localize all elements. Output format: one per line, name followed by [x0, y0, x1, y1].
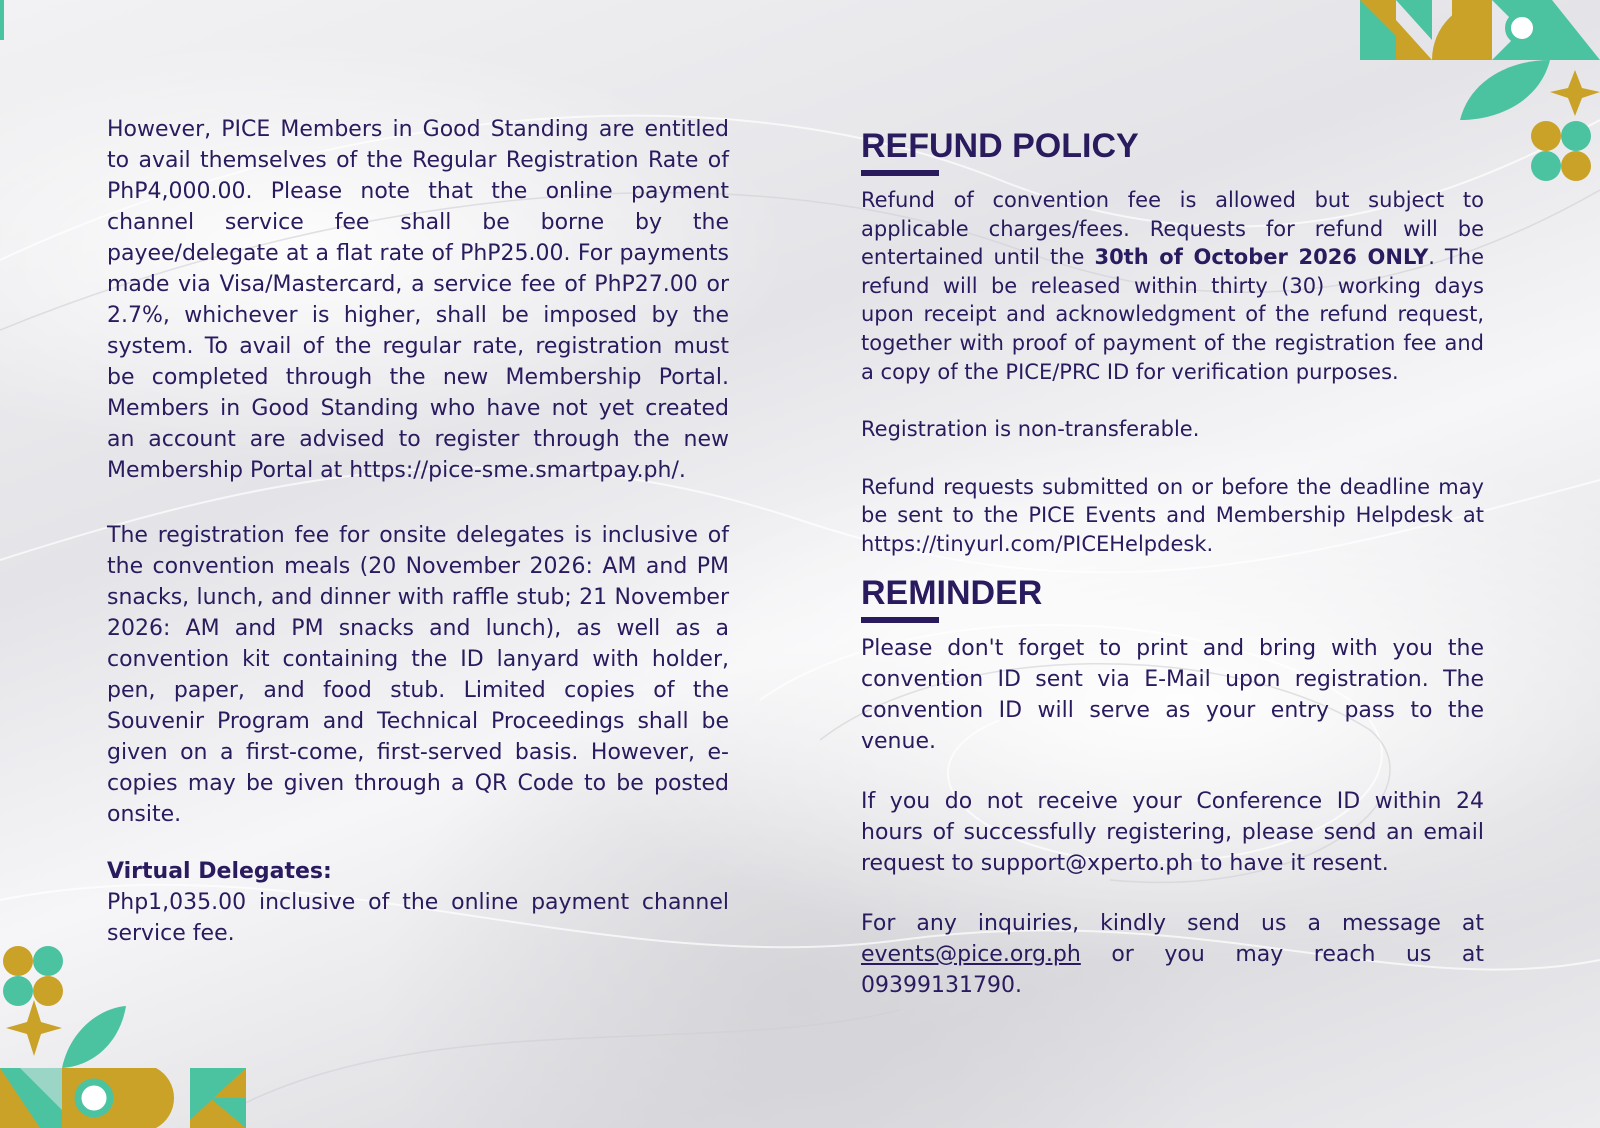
regular-rate-paragraph: However, PICE Members in Good Standing are entitled to avail themselves of the Regular Registration Rate of PhP4,000.00. Please note that the online payment channel service fee shall be borne by the payee/delegate at a flat rate of PhP25.00. For payments made via Visa/Mastercard, a service fee of PhP27.00 or 2.7%, whichever is higher, shall be imposed by the system. To avail of the regular rate, registration must be completed through the new Membership Portal. Members in Good Standing who have not yet created an account are advised to register through the new Membership Portal at https://pice-sme.smartpay.ph/.: [107, 117, 729, 483]
inquiries-text-a: For any inquiries, kindly send us a message at: [861, 910, 1484, 936]
heading-underline: [861, 170, 939, 176]
reminder-heading: REMINDER: [861, 573, 1043, 612]
refund-text-b: . The refund will be released within thirty (30) working days upon receipt and acknowledgment of the refund request, together with proof of payment of the registration fee and a copy of the PICE/PRC ID for verification purposes.: [861, 245, 1484, 384]
left-edge-accent: [0, 0, 4, 40]
reminder-inquiries: [861, 908, 1484, 1001]
left-column: [107, 114, 729, 949]
reminder-print-id: Please don't forget to print and bring with you the convention ID sent via E-Mail upon registration. The convention ID will serve as your entry pass to the venue.: [861, 635, 1484, 754]
heading-underline: [861, 617, 939, 623]
non-transferable-note: Registration is non-transferable.: [861, 417, 1200, 442]
refund-paragraph: [861, 186, 1484, 386]
refund-policy-heading: REFUND POLICY: [861, 127, 1139, 165]
events-email-link[interactable]: events@pice.org.ph: [861, 941, 1081, 967]
right-column: [861, 126, 1484, 1001]
inclusions-paragraph: The registration fee for onsite delegates is inclusive of the convention meals (20 November 2026: AM and PM snacks, lunch, and dinner with raffle stub; 21 November 2026: AM and PM snacks and lunch), as well as a convention kit containing the ID lanyard with holder, pen, paper, and food stub. Limited copies of the Souvenir Program and Technical Proceedings shall be given on a first-come, first-served basis. However, e-copies may be given through a QR Code to be posted onsite.: [107, 523, 729, 827]
virtual-delegates-fee: Php1,035.00 inclusive of the online payment channel service fee.: [107, 890, 729, 946]
refund-helpdesk-paragraph: Refund requests submitted on or before the deadline may be sent to the PICE Events and Membership Helpdesk at https://tinyurl.com/PICEHelpdesk.: [861, 474, 1484, 556]
virtual-delegates-title: Virtual Delegates:: [107, 859, 332, 884]
inquiries-text-b: or you may reach us at 09399131790.: [861, 941, 1484, 998]
refund-deadline: 30th of October 2026 ONLY: [1094, 245, 1429, 270]
geometric-ornament-bottom-left: [0, 920, 260, 1128]
refund-text-a: Refund of convention fee is allowed but subject to applicable charges/fees. Requests for refund will be entertained until the: [861, 188, 1484, 270]
reminder-no-id: If you do not receive your Conference ID within 24 hours of successfully registering, please send an email request to support@xperto.ph to have it resent.: [861, 788, 1484, 876]
